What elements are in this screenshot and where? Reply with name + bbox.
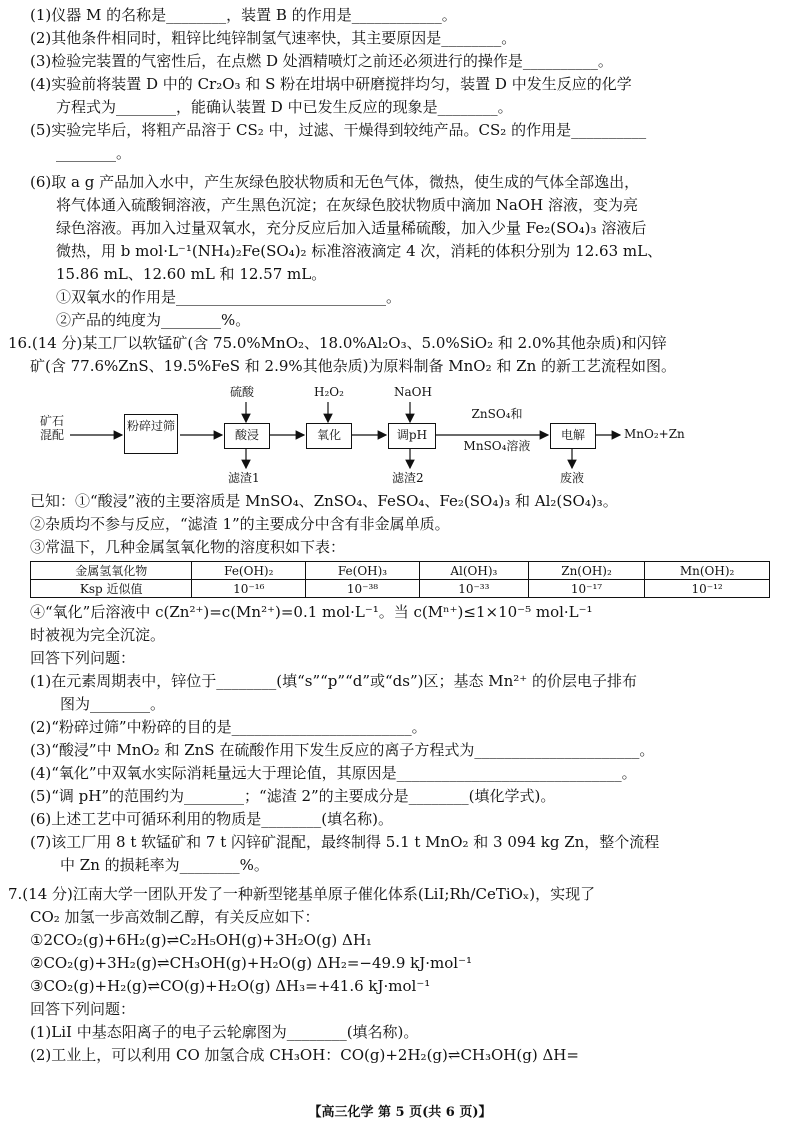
table-cell: 10⁻¹⁷ — [528, 580, 644, 598]
oxidation-box: 氧化 — [306, 423, 352, 449]
q17-line: CO₂ 加氢一步高效制乙醇，有关反应如下： — [30, 908, 320, 926]
reaction-equation: ①2CO₂(g)+6H₂(g)⇌C₂H₅OH(g)+3H₂O(g) ΔH₁ — [30, 931, 372, 949]
q17-line: 7.(14 分)江南大学一团队开发了一种新型铑基单原子催化体系(LiI;Rh/CeTiOₓ)，实现了 — [8, 885, 596, 903]
q16-line: (7)该工厂用 8 t 软锰矿和 7 t 闪锌矿混配，最终制得 5.1 t MnO₂ 和 3 094 kg Zn，整个流程 — [30, 833, 660, 851]
residue2-label: 滤渣2 — [392, 471, 424, 485]
q16-line: (1)在元素周期表中，锌位于________(填“s”“p”“d”或“ds”)区；基态 Mn²⁺ 的价层电子排布 — [30, 672, 637, 690]
table-header-row — [31, 562, 770, 580]
table-header-cell: 金属氢氧化物 — [31, 562, 192, 580]
q15-line: (5)实验完毕后，将粗产品溶于 CS₂ 中，过滤、干燥得到较纯产品。CS₂ 的作用是__________ — [30, 121, 647, 139]
q16-line: (3)“酸浸”中 MnO₂ 和 ZnS 在硫酸作用下发生反应的离子方程式为______________________。 — [30, 741, 655, 759]
electrolysis-box: 电解 — [550, 423, 596, 449]
sulfuric-acid-label: 硫酸 — [230, 385, 255, 399]
q16-line: 中 Zn 的损耗率为________%。 — [60, 856, 269, 874]
q17-section — [8, 883, 782, 1067]
q15-line: 15.86 mL、12.60 mL 和 12.57 mL。 — [56, 265, 327, 283]
q15-line: 方程式为________，能确认装置 D 中已发生反应的现象是________。 — [56, 98, 513, 116]
q17-line: 回答下列问题： — [30, 1000, 136, 1018]
q15-section — [30, 4, 782, 332]
q15-line: (1)仪器 M 的名称是________，装置 B 的作用是____________。 — [30, 6, 457, 24]
q16-line: 时被视为完全沉淀。 — [30, 626, 166, 644]
naoh-label: NaOH — [394, 385, 432, 399]
table-cell: 10⁻³³ — [419, 580, 528, 598]
table-header-cell: Mn(OH)₂ — [645, 562, 770, 580]
ore-mix-label: 矿石混配 — [39, 414, 64, 442]
table-header-cell: Fe(OH)₃ — [306, 562, 420, 580]
q17-line: (2)工业上，可以利用 CO 加氢合成 CH₃OH：CO(g)+2H₂(g)⇌CH₃OH(g) ΔH= — [30, 1046, 579, 1064]
q16-line: 回答下列问题： — [30, 649, 136, 667]
table-row-label: Ksp 近似值 — [31, 580, 192, 598]
h2o2-label: H₂O₂ — [314, 385, 344, 399]
ksp-table — [30, 561, 770, 598]
table-header-cell: Fe(OH)₂ — [192, 562, 306, 580]
q16-intro: 16.(14 分)某工厂以软锰矿(含 75.0%MnO₂、18.0%Al₂O₃、5.0%SiO₂ 和 2.0%其他杂质)和闪锌 — [8, 334, 667, 352]
known-line: 已知：①“酸浸”液的主要溶质是 MnSO₄、ZnSO₄、FeSO₄、Fe₂(SO₄)₃ 和 Al₂(SO₄)₃。 — [30, 492, 618, 510]
q15-line: (2)其他条件相同时，粗锌比纯锌制氢气速率快，其主要原因是________。 — [30, 29, 517, 47]
q16-line: (4)“氧化”中双氧水实际消耗量远大于理论值，其原因是______________________________。 — [30, 764, 637, 782]
q16-section — [8, 332, 782, 877]
q16-intro: 矿(含 77.6%ZnS、19.5%FeS 和 2.9%其他杂质)为原料制备 MnO₂ 和 Zn 的新工艺流程如图。 — [30, 357, 677, 375]
q16-line: 图为________。 — [60, 695, 166, 713]
q16-line: (6)上述工艺中可循环利用的物质是________(填名称)。 — [30, 810, 393, 828]
q15-line: (3)检验完装置的气密性后，在点燃 D 处酒精喷灯之前还必须进行的操作是__________。 — [30, 52, 613, 70]
table-cell: 10⁻¹² — [645, 580, 770, 598]
q15-line: (6)取 a g 产品加入水中，产生灰绿色胶状物质和无色气体，微热，使生成的气体全部逸出， — [30, 173, 640, 191]
acid-leach-box: 酸浸 — [224, 423, 270, 449]
crush-sieve-box: 粉碎过筛 — [124, 414, 178, 454]
q16-line: ④“氧化”后溶液中 c(Zn²⁺)=c(Mn²⁺)=0.1 mol·L⁻¹。当 c(Mⁿ⁺)≤1×10⁻⁵ mol·L⁻¹ — [30, 603, 593, 621]
product-label: MnO₂+Zn — [624, 427, 685, 441]
table-cell: 10⁻¹⁶ — [192, 580, 306, 598]
known-line: ③常温下，几种金属氢氧化物的溶度积如下表： — [30, 538, 346, 556]
q16-line: (5)“调 pH”的范围约为________；“滤渣 2”的主要成分是________(填化学式)。 — [30, 787, 556, 805]
solution-label-1: ZnSO₄和 — [471, 407, 523, 421]
q15-line: 将气体通入硫酸铜溶液，产生黑色沉淀；在灰绿色胶状物质中滴加 NaOH 溶液，变为亮 — [56, 196, 638, 214]
q15-line: ①双氧水的作用是____________________________。 — [56, 288, 402, 306]
table-row — [31, 580, 770, 598]
adjust-ph-box: 调pH — [388, 423, 436, 449]
table-header-cell: Zn(OH)₂ — [528, 562, 644, 580]
residue1-label: 滤渣1 — [228, 471, 260, 485]
q15-line: ②产品的纯度为________%。 — [56, 311, 251, 329]
page-footer: 【高三化学 第 5 页(共 6 页)】 — [308, 1105, 492, 1120]
q16-line: (2)“粉碎过筛”中粉碎的目的是________________________。 — [30, 718, 427, 736]
solution-label-2: MnSO₄溶液 — [463, 439, 531, 453]
reaction-equation: ②CO₂(g)+3H₂(g)⇌CH₃OH(g)+H₂O(g) ΔH₂=−49.9 kJ·mol⁻¹ — [30, 954, 472, 972]
waste-liquid-label: 废液 — [560, 471, 585, 485]
table-header-cell: Al(OH)₃ — [419, 562, 528, 580]
q15-line: 绿色溶液。再加入过量双氧水，充分反应后加入适量稀硫酸，加入少量 Fe₂(SO₄)₃ 溶液后 — [56, 219, 647, 237]
exam-page — [8, 4, 782, 1067]
reaction-equation: ③CO₂(g)+H₂(g)⇌CO(g)+H₂O(g) ΔH₃=+41.6 kJ·mol⁻¹ — [30, 977, 431, 995]
q17-line: (1)LiI 中基态阳离子的电子云轮廓图为________(填名称)。 — [30, 1023, 419, 1041]
known-line: ②杂质均不参与反应，“滤渣 1”的主要成分中含有非金属单质。 — [30, 515, 450, 533]
q15-line: 微热，用 b mol·L⁻¹(NH₄)₂Fe(SO₄)₂ 标准溶液滴定 4 次，消耗的体积分别为 12.63 mL、 — [56, 242, 663, 260]
q15-line: ________。 — [56, 144, 132, 162]
table-cell: 10⁻³⁸ — [306, 580, 420, 598]
process-flow-diagram — [30, 382, 782, 488]
q15-line: (4)实验前将装置 D 中的 Cr₂O₃ 和 S 粉在坩埚中研磨搅拌均匀，装置 D 中发生反应的化学 — [30, 75, 632, 93]
